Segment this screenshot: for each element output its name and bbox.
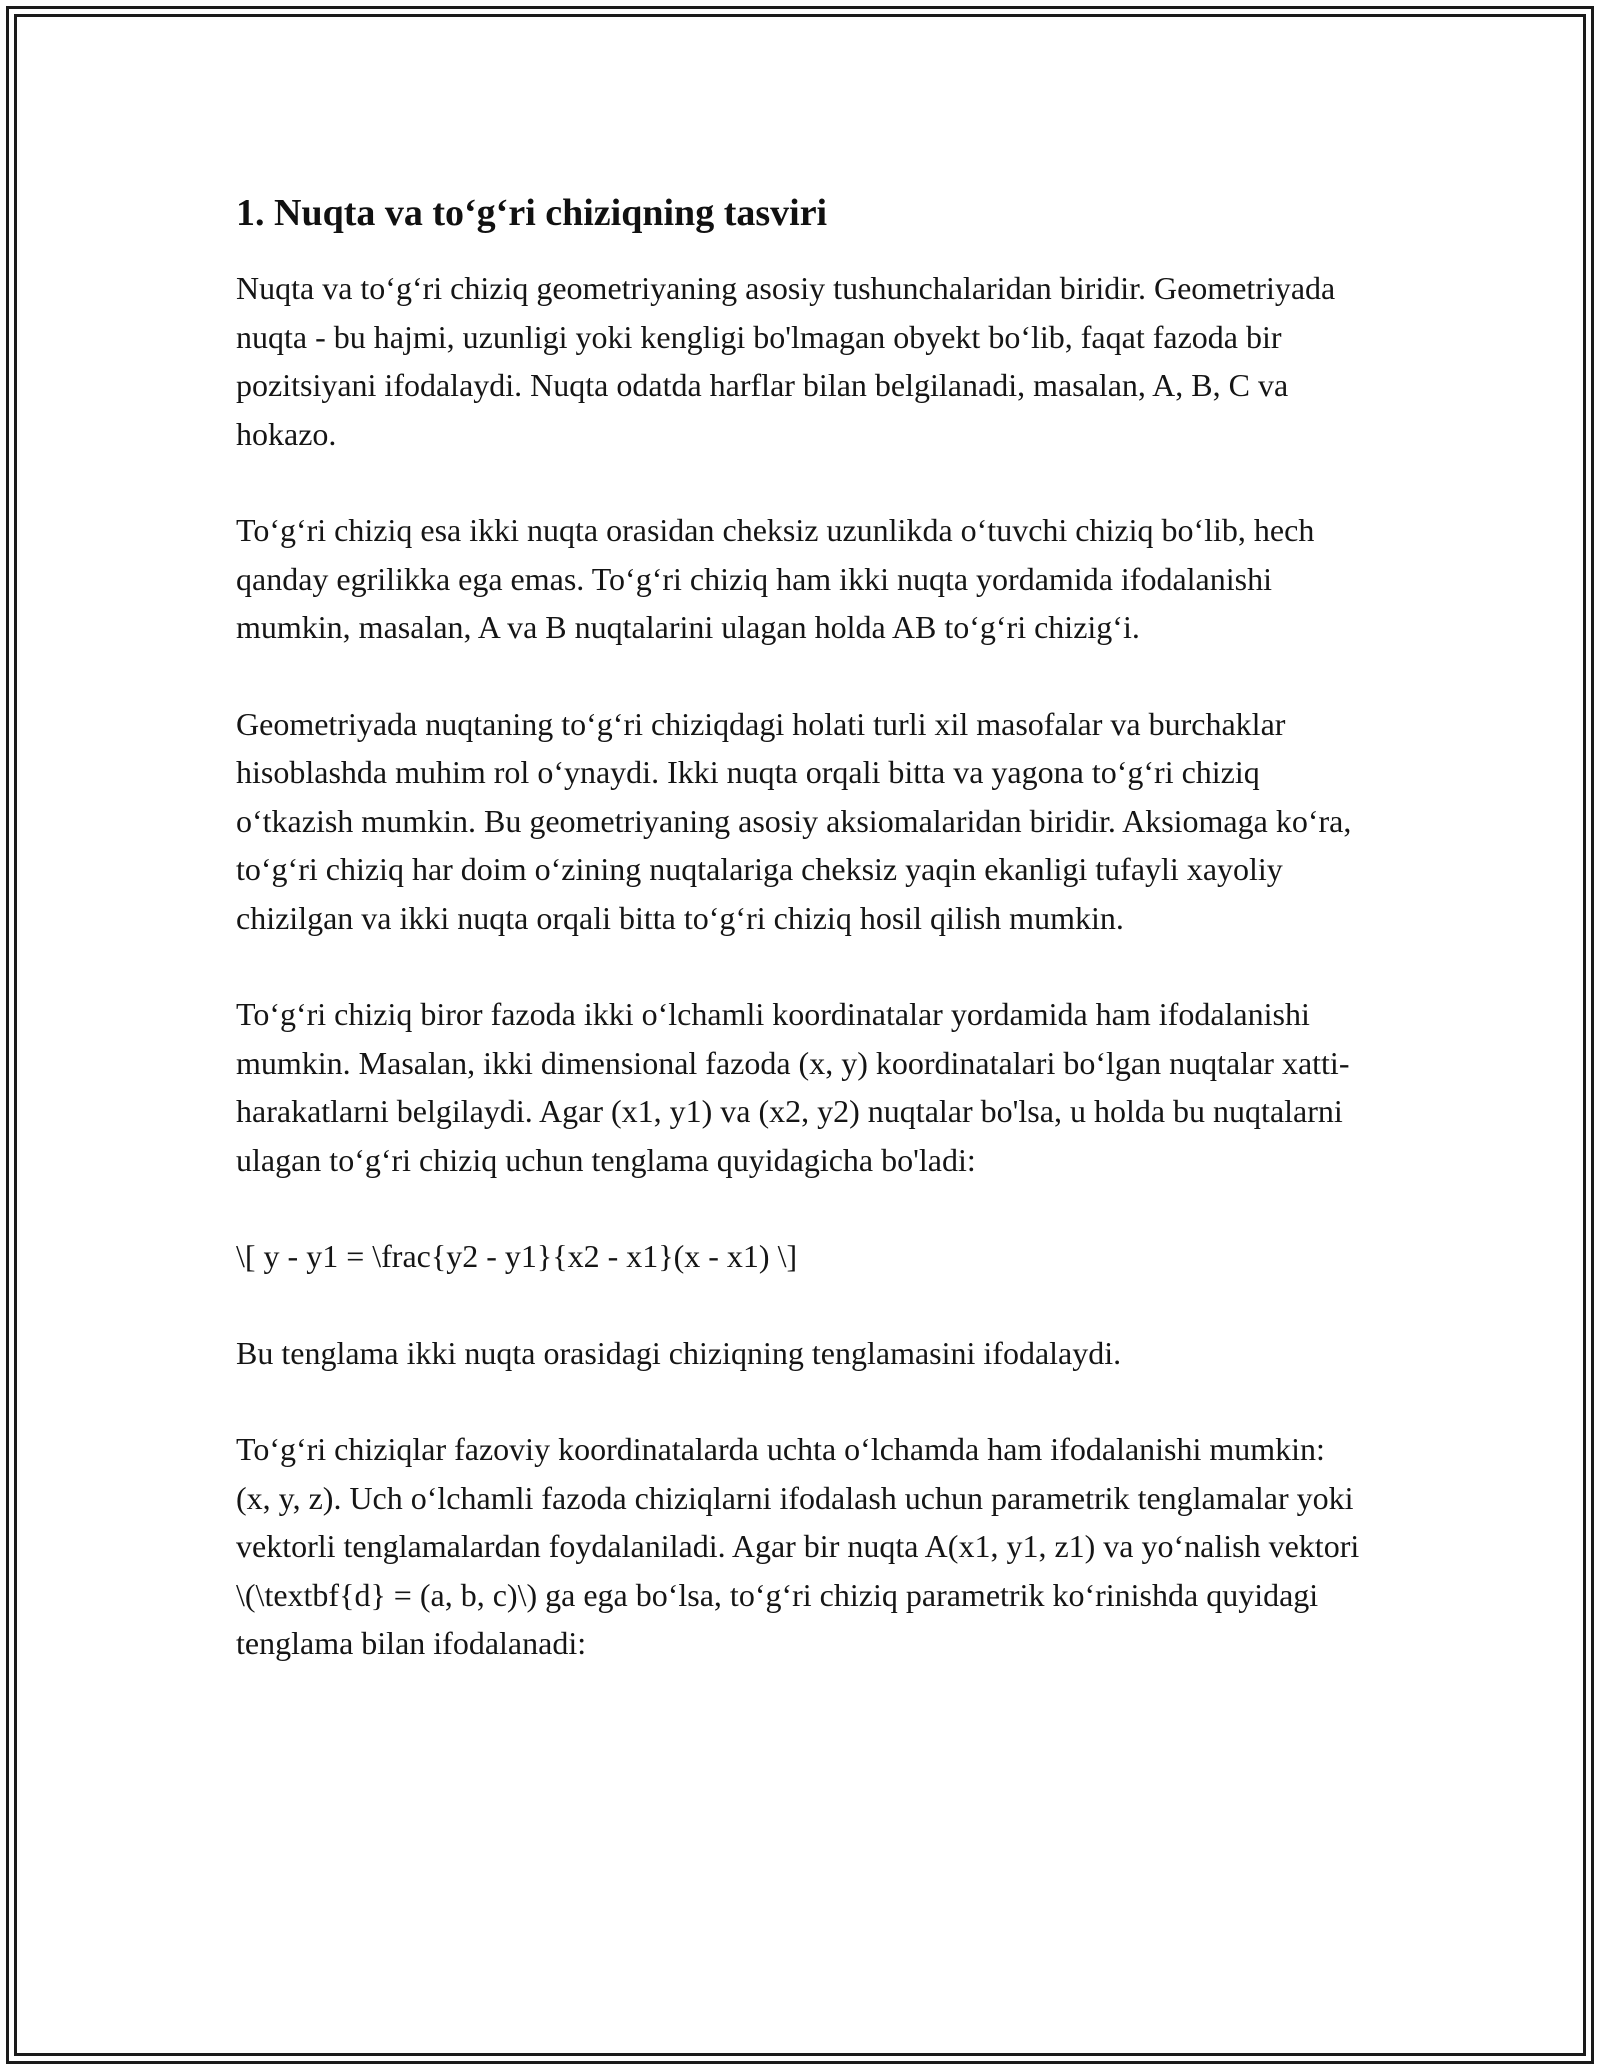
paragraph-point-definition: Nuqta va to‘g‘ri chiziq geometriyaning asosiy tushunchalaridan biridir. Geometriyada nuqta - bu hajmi, uzunligi yoki kengligi bo'lmagan obyekt bo‘lib, faqat fazoda bir pozitsiyani ifodalaydi. Nuqta odatda harflar bilan belgilanadi, masalan, A, B, C va hokazo. <box>236 270 1336 452</box>
paragraph-axiom: Geometriyada nuqtaning to‘g‘ri chiziqdagi holati turli xil masofalar va burchaklar hisoblashda muhim rol o‘ynaydi. Ikki nuqta orqali bitta va yagona to‘g‘ri chiziq o‘tkazish mumkin. Bu geometriyaning asosiy aksiomalaridan biridir. Aksiomaga ko‘ra, to‘g‘ri chiziq har doim o‘zining nuqtalariga cheksiz yaqin ekanligi tufayli xayoliy chizilgan va ikki nuqta orqali bitta to‘g‘ri chiziq hosil qilish mumkin. <box>236 705 1352 936</box>
line-equation-formula: \[ y - y1 = \frac{y2 - y1}{x2 - x1}(x - x1) \] <box>236 1238 798 1274</box>
paragraph-line-definition: To‘g‘ri chiziq esa ikki nuqta orasidan cheksiz uzunlikda o‘tuvchi chiziq bo‘lib, hech qanday egrilikka ega emas. To‘g‘ri chiziq ham ikki nuqta yordamida ifodalanishi mumkin, masalan, A va B nuqtalarini ulagan holda AB to‘g‘ri chizig‘i. <box>236 512 1315 645</box>
paragraph-3d-parametric: To‘g‘ri chiziqlar fazoviy koordinatalarda uchta o‘lchamda ham ifodalanishi mumkin: (x, y, z). Uch o‘lchamli fazoda chiziqlarni ifodalash uchun parametrik tenglamalar yoki vektorli tenglamalardan foydalaniladi. Agar bir nuqta A(x1, y1, z1) va yo‘nalish vektori \(\textbf{d} = (a, b, c)\) ga ega bo‘lsa, to‘g‘ri chiziq parametrik ko‘rinishda quyidagi tenglama bilan ifodalanadi: <box>236 1431 1360 1661</box>
section-heading: 1. Nuqta va to‘g‘ri chiziqning tasviri <box>236 192 828 234</box>
paragraph-equation-explanation: Bu tenglama ikki nuqta orasidagi chiziqning tenglamasini ifodalaydi. <box>236 1334 1122 1371</box>
document-body <box>236 188 1366 1716</box>
paragraph-2d-coordinates: To‘g‘ri chiziq biror fazoda ikki o‘lchamli koordinatalar yordamida ham ifodalanishi mumkin. Masalan, ikki dimensional fazoda (x, y) koordinatalari bo‘lgan nuqtalar xatti-harakatlarni belgilaydi. Agar (x1, y1) va (x2, y2) nuqtalar bo'lsa, u holda bu nuqtalarni ulagan to‘g‘ri chiziq uchun tenglama quyidagicha bo'ladi: <box>236 996 1350 1178</box>
